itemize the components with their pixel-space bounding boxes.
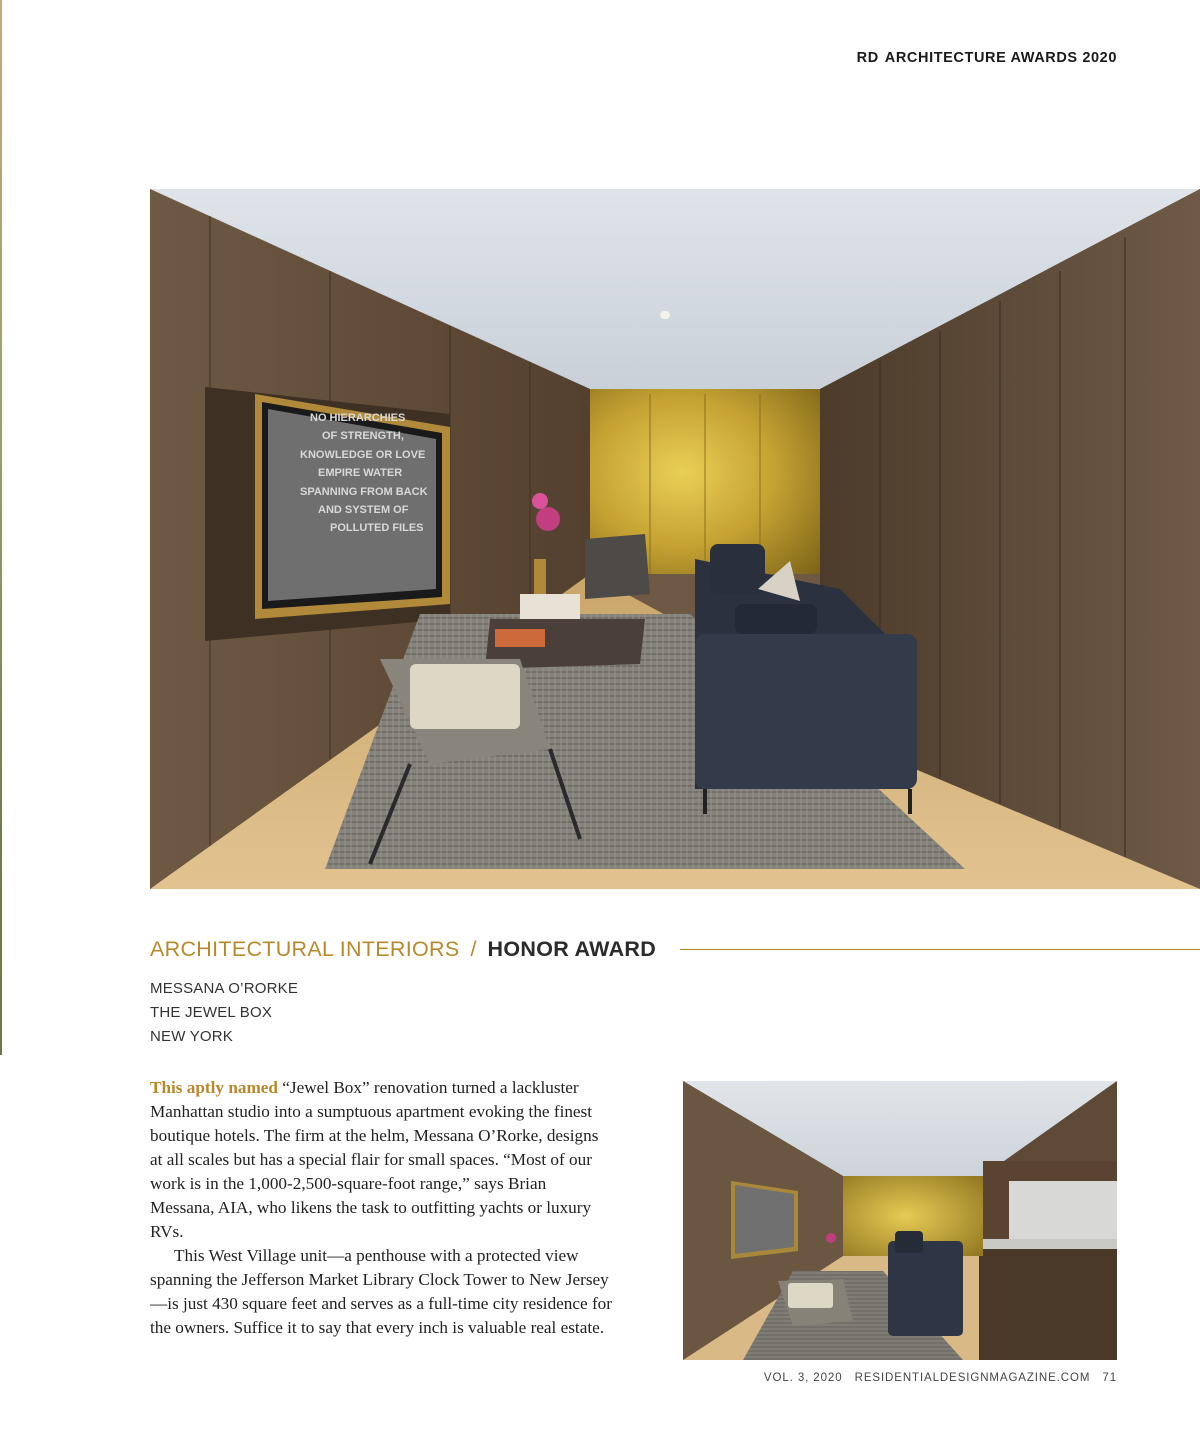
folio-site: RESIDENTIALDESIGNMAGAZINE.COM — [854, 1372, 1091, 1384]
article-lead-in: This aptly named — [150, 1078, 278, 1097]
hero-photo — [150, 189, 1200, 889]
folio-page-number: 71 — [1102, 1372, 1117, 1384]
running-head-brand: RD — [856, 50, 879, 66]
page-folio — [764, 1372, 1117, 1384]
folio-volume: VOL. 3, 2020 — [763, 1372, 843, 1384]
credit-location: NEW YORK — [150, 1028, 234, 1045]
running-head-title: ARCHITECTURE AWARDS 2020 — [884, 50, 1117, 66]
award-separator: / — [470, 936, 477, 961]
credit-project: THE JEWEL BOX — [150, 1004, 273, 1021]
award-heading — [150, 934, 1200, 964]
article-body — [150, 1076, 612, 1340]
artwork-line-1: NO HIERARCHIES — [310, 412, 406, 424]
running-head — [857, 50, 1117, 66]
artwork-line-5: SPANNING FROM BACK — [300, 486, 428, 498]
article-paragraph-1 — [150, 1076, 612, 1244]
spine-edge — [0, 0, 2, 1055]
project-credits — [150, 977, 298, 1049]
artwork-line-6: AND SYSTEM OF — [318, 504, 409, 516]
artwork-line-7: POLLUTED FILES — [330, 522, 424, 534]
artwork-line-4: EMPIRE WATER — [318, 467, 403, 479]
award-category: ARCHITECTURAL INTERIORS — [150, 936, 460, 961]
artwork-line-3: KNOWLEDGE OR LOVE — [300, 449, 426, 461]
article-paragraph-1-text: “Jewel Box” renovation turned a lackluster Manhattan studio into a sumptuous apartment evoking the finest boutique hotels. The firm at the helm, Messana O’Rorke, designs at all scales but has a special flair for small spaces. “Most of our work is in the 1,000-2,500-square-foot range,” says Brian Messana, AIA, who likens the task to outfitting yachts or luxury RVs. — [150, 1078, 599, 1241]
credit-firm: MESSANA O’RORKE — [150, 980, 299, 997]
artwork-line-2: OF STRENGTH, — [322, 430, 404, 442]
secondary-photo — [683, 1081, 1117, 1360]
article-paragraph-2: This West Village unit—a penthouse with a protected view spanning the Jefferson Market Library Clock Tower to New Jersey—is just 430 square feet and serves as a full-time city residence for the owners. Suffice it to say that every inch is valuable real estate. — [150, 1246, 612, 1337]
award-level: HONOR AWARD — [487, 936, 657, 961]
heading-rule — [680, 949, 1200, 950]
